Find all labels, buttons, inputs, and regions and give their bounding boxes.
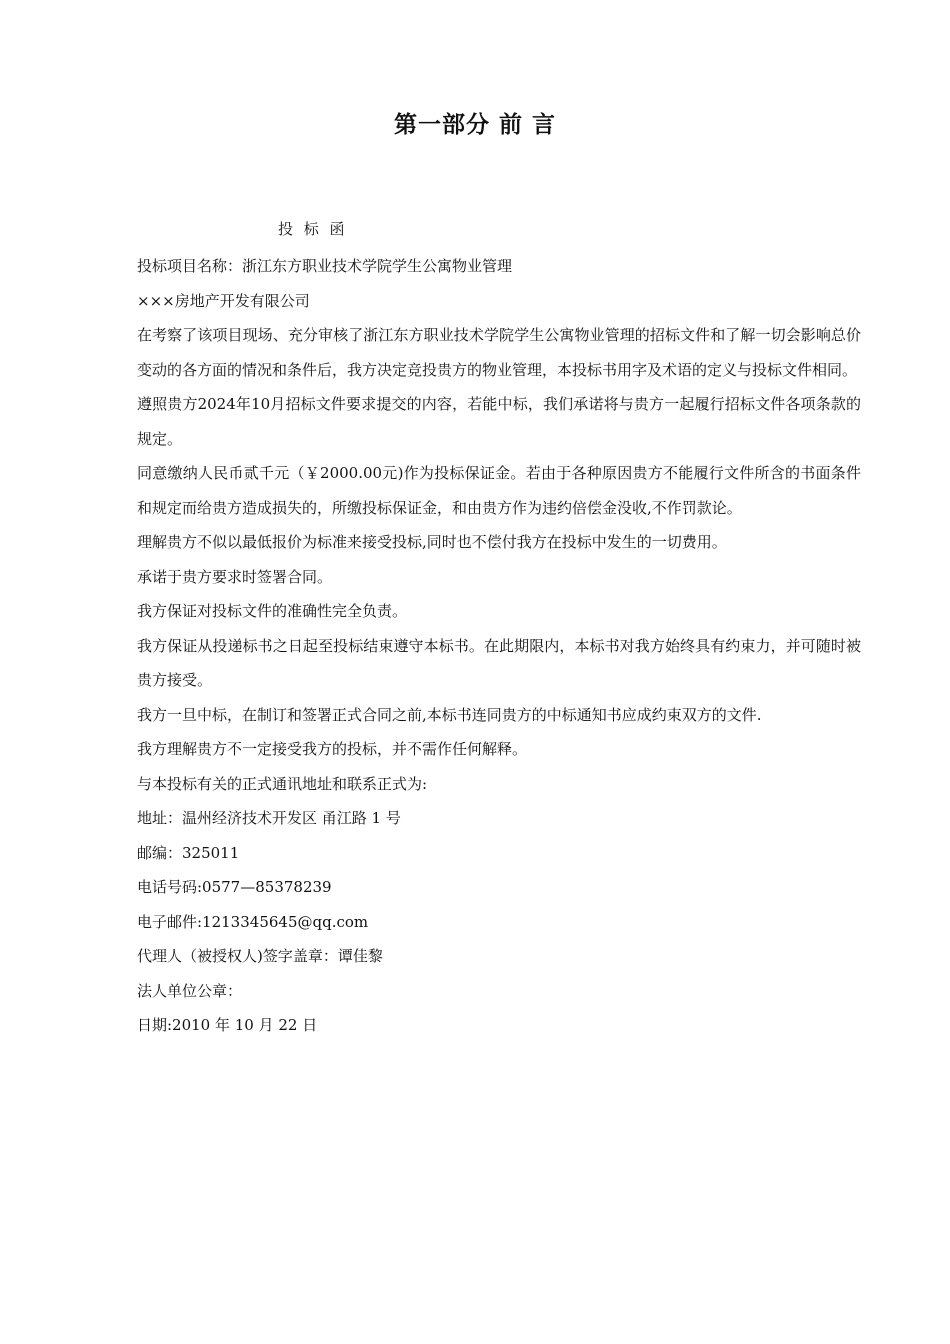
paragraph-lowest-price: 理解贵方不似以最低报价为标准来接受投标,同时也不偿付我方在投标中发生的一切费用。 [137,533,727,551]
phone-line: 电话号码:0577—85378239 [137,878,332,896]
part-title: 第一部分 前 言 [393,112,556,138]
postcode-line: 邮编：325011 [137,843,240,862]
contact-intro: 与本投标有关的正式通讯地址和联系正式为: [137,774,428,793]
date-line: 日期:2010 年 10 月 22 日 [137,1016,318,1034]
letter-title: 投 标 函 [278,220,348,238]
email-line: 电子邮件:1213345645@qq.com [137,912,369,931]
paragraph-no-explanation: 我方理解贵方不一定接受我方的投标，并不需作任何解释。 [137,740,528,758]
paragraph-inspection: 在考察了该项目现场、充分审核了浙江东方职业技术学院学生公寓物业管理的招标文件和了解一切会影响总价变动的各方面的情况和条件后，我方决定竞投贵方的物业管理，本投标书用字及术语的定义与投标文件相同。 [137,326,861,379]
paragraph-binding: 我方一旦中标，在制订和签署正式合同之前,本标书连同贵方的中标通知书应成约束双方的文件. [137,705,762,724]
paragraph-commitment: 遵照贵方2024年10月招标文件要求提交的内容，若能中标，我们承诺将与贵方一起履行招标文件各项条款的规定。 [137,395,861,448]
company-seal-line: 法人单位公章： [137,981,243,1000]
paragraph-sign-contract: 承诺于贵方要求时签署合同。 [137,567,333,586]
paragraph-validity: 我方保证从投递标书之日起至投标结束遵守本标书。在此期限内，本标书对我方始终具有约束力，并可随时被贵方接受。 [137,636,861,689]
project-name-line: 投标项目名称：浙江东方职业技术学院学生公寓物业管理 [137,257,513,275]
letter-body [137,249,861,1043]
address-line: 地址：温州经济技术开发区 甬江路 1 号 [137,809,401,827]
paragraph-accuracy: 我方保证对投标文件的准确性完全负责。 [137,602,408,620]
recipient-line: ×××房地产开发有限公司 [137,291,310,310]
paragraph-deposit: 同意缴纳人民币贰千元（￥2000.00元)作为投标保证金。若由于各种原因贵方不能履行文件所含的书面条件和规定而给贵方造成损失的，所缴投标保证金，和由贵方作为违约倍偿金没收,不作罚款论。 [137,464,861,517]
agent-signature-line: 代理人（被授权人)签字盖章：谭佳黎 [137,947,383,965]
